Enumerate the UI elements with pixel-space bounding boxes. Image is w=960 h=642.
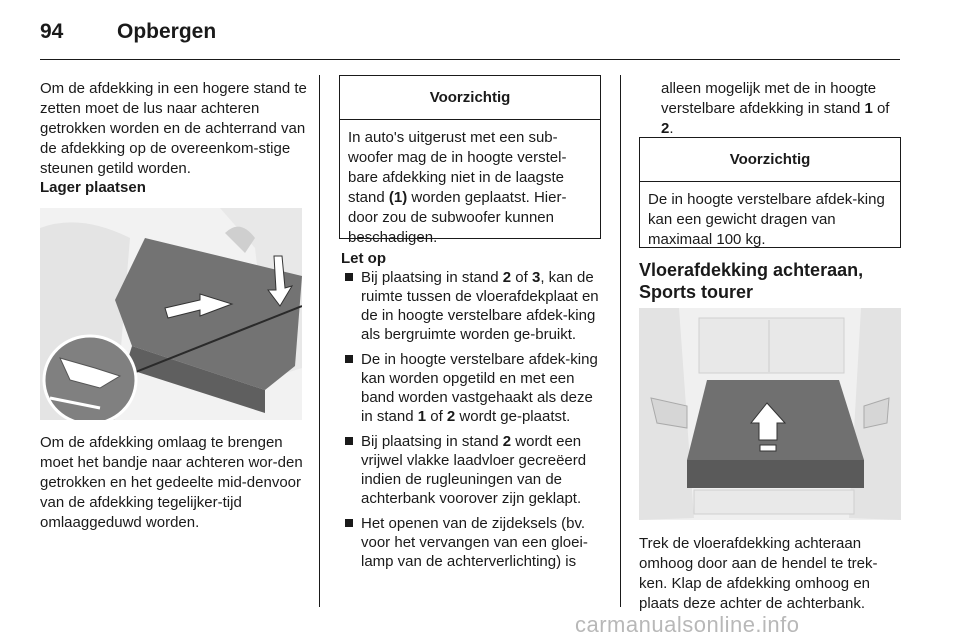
caution-text: In auto's uitgerust met een sub-woofer mag de in hoogte verstel-bare afdekking niet in de laagste stand (1) worden geplaatst. Hier-door zou de subwoofer kunnen beschadigen. — [348, 129, 567, 246]
page-title: Opbergen — [117, 20, 217, 43]
intro-paragraph: Om de afdekking in een hogere stand te zetten moet de lus naar achteren getrokken worden en de achterrand van de afdekking op de overeenkom-stige steunen getild worden. — [40, 80, 307, 177]
floor-cover-paragraph: Trek de vloerafdekking achteraan omhoog door aan de hendel te trek-ken. Klap de afdekking omhoog en plaats deze achter de achterbank. — [639, 535, 878, 612]
rear-floor-cover-illustration — [639, 308, 901, 520]
subheading-lager-plaatsen: Lager plaatsen — [40, 179, 146, 196]
caution-title: Voorzichtig — [640, 138, 900, 182]
caution-text: De in hoogte verstelbare afdek-king kan een gewicht dragen van maximaal 100 kg. — [648, 191, 885, 248]
list-item: Bij plaatsing in stand 2 of 3, kan de ruimte tussen de vloerafdekplaat en de in hoogte verstelbare afdek-king als bergruimte worden ge-bruikt. — [341, 268, 606, 344]
watermark: carmanualsonline.info — [575, 612, 800, 637]
list-item: De in hoogte verstelbare afdek-king kan worden opgetild en met een band worden vastgehaakt als deze in stand 1 of 2 wordt ge-plaatst. — [341, 350, 606, 426]
cover-lowering-illustration — [40, 208, 302, 420]
lowering-paragraph: Om de afdekking omlaag te brengen moet het bandje naar achteren wor-den getrokken en het gedeelte mid-denvoor van de afdekking tegelijker-tijd omlaaggeduwd worden. — [40, 434, 303, 531]
caution-box-weight — [639, 137, 901, 248]
caution-box-subwoofer — [339, 75, 601, 246]
section-heading-vloerafdekking: Vloerafdekking achteraan, Sports tourer — [639, 260, 864, 302]
list-item: Het openen van de zijdeksels (bv. voor het vervangen van een gloei-lamp van de achterverlichting) is — [341, 514, 606, 571]
note-label: Let op — [341, 250, 386, 267]
column-divider-left — [319, 75, 320, 607]
caution-title: Voorzichtig — [340, 76, 600, 120]
column-divider-right — [620, 75, 621, 607]
header-rule — [40, 59, 900, 60]
note-bullet-list — [341, 268, 606, 577]
continued-paragraph: alleen mogelijk met de in hoogte verstelbare afdekking in stand 1 of 2. — [661, 80, 890, 137]
page-number: 94 — [40, 20, 64, 43]
list-item: Bij plaatsing in stand 2 wordt een vrijwel vlakke laadvloer gecreëerd indien de rugleuningen van de achterbank voorover zijn geklapt. — [341, 432, 606, 508]
